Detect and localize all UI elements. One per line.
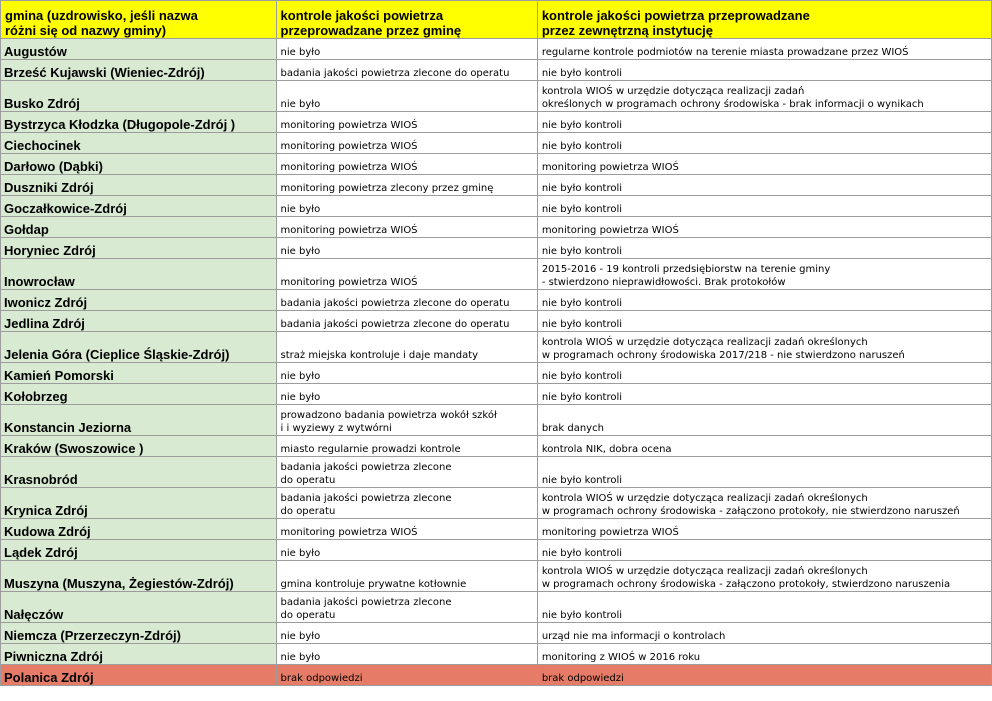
table-row: [1, 540, 992, 561]
gmina-controls-cell: badania jakości powietrza zlecone do operatu: [276, 60, 537, 81]
table-row: [1, 133, 992, 154]
gmina-name-cell: Horyniec Zdrój: [1, 238, 277, 259]
external-controls-cell: urząd nie ma informacji o kontrolach: [537, 623, 991, 644]
table-row: [1, 238, 992, 259]
gmina-controls-cell: nie było: [276, 644, 537, 665]
external-controls-cell: kontrola WIOŚ w urzędzie dotycząca realizacji zadań określonych w programach ochrony środowiska - załączono protokoły, stwierdzono naruszenia: [537, 561, 991, 592]
gmina-name-cell: Nałęczów: [1, 592, 277, 623]
header-gmina: gmina (uzdrowisko, jeśli nazwa różni się od nazwy gminy): [1, 1, 277, 39]
table-row: [1, 384, 992, 405]
gmina-controls-cell: monitoring powietrza WIOŚ: [276, 217, 537, 238]
gmina-name-cell: Bystrzyca Kłodzka (Długopole-Zdrój ): [1, 112, 277, 133]
gmina-controls-cell: monitoring powietrza WIOŚ: [276, 154, 537, 175]
external-controls-cell: monitoring z WIOŚ w 2016 roku: [537, 644, 991, 665]
gmina-name-cell: Kołobrzeg: [1, 384, 277, 405]
table-row: [1, 665, 992, 686]
table-row: [1, 175, 992, 196]
external-controls-cell: nie było kontroli: [537, 112, 991, 133]
gmina-name-cell: Brześć Kujawski (Wieniec-Zdrój): [1, 60, 277, 81]
gmina-controls-cell: monitoring powietrza WIOŚ: [276, 112, 537, 133]
gmina-name-cell: Krynica Zdrój: [1, 488, 277, 519]
external-controls-cell: brak odpowiedzi: [537, 665, 991, 686]
table-row: [1, 290, 992, 311]
table-row: [1, 644, 992, 665]
gmina-controls-cell: monitoring powietrza zlecony przez gminę: [276, 175, 537, 196]
gmina-controls-cell: badania jakości powietrza zlecone do operatu: [276, 488, 537, 519]
table-row: [1, 436, 992, 457]
gmina-name-cell: Busko Zdrój: [1, 81, 277, 112]
external-controls-cell: kontrola WIOŚ w urzędzie dotycząca realizacji zadań określonych w programach ochrony środowiska - brak informacji o wynikach: [537, 81, 991, 112]
gmina-name-cell: Polanica Zdrój: [1, 665, 277, 686]
table-row: [1, 488, 992, 519]
gmina-controls-cell: nie było: [276, 540, 537, 561]
table-row: [1, 405, 992, 436]
table-row: [1, 311, 992, 332]
external-controls-cell: nie było kontroli: [537, 133, 991, 154]
table-row: [1, 196, 992, 217]
gmina-name-cell: Darłowo (Dąbki): [1, 154, 277, 175]
table-row: [1, 217, 992, 238]
external-controls-cell: monitoring powietrza WIOŚ: [537, 217, 991, 238]
gmina-controls-cell: badania jakości powietrza zlecone do operatu: [276, 592, 537, 623]
gmina-controls-cell: monitoring powietrza WIOŚ: [276, 519, 537, 540]
gmina-controls-cell: monitoring powietrza WIOŚ: [276, 259, 537, 290]
external-controls-cell: brak danych: [537, 405, 991, 436]
gmina-name-cell: Iwonicz Zdrój: [1, 290, 277, 311]
gmina-name-cell: Kamień Pomorski: [1, 363, 277, 384]
external-controls-cell: monitoring powietrza WIOŚ: [537, 519, 991, 540]
gmina-controls-cell: brak odpowiedzi: [276, 665, 537, 686]
table-row: [1, 60, 992, 81]
gmina-name-cell: Kudowa Zdrój: [1, 519, 277, 540]
table-row: [1, 332, 992, 363]
external-controls-cell: nie było kontroli: [537, 311, 991, 332]
gmina-controls-cell: prowadzono badania powietrza wokół szkół i i wyziewy z wytwórni: [276, 405, 537, 436]
external-controls-cell: kontrola WIOŚ w urzędzie dotycząca realizacji zadań określonych w programach ochrony środowiska 2017/218 - nie stwierdzono naruszeń: [537, 332, 991, 363]
gmina-controls-cell: nie było: [276, 363, 537, 384]
header-external-controls: kontrole jakości powietrza przeprowadzane przez zewnętrzną instytucję: [537, 1, 991, 39]
gmina-controls-cell: monitoring powietrza WIOŚ: [276, 133, 537, 154]
table-body: [1, 39, 992, 686]
gmina-controls-cell: nie było: [276, 39, 537, 60]
gmina-controls-cell: badania jakości powietrza zlecone do operatu: [276, 457, 537, 488]
gmina-name-cell: Kraków (Swoszowice ): [1, 436, 277, 457]
table-row: [1, 363, 992, 384]
external-controls-cell: nie było kontroli: [537, 290, 991, 311]
gmina-controls-cell: straż miejska kontroluje i daje mandaty: [276, 332, 537, 363]
external-controls-cell: nie było kontroli: [537, 238, 991, 259]
external-controls-cell: nie było kontroli: [537, 363, 991, 384]
external-controls-cell: nie było kontroli: [537, 457, 991, 488]
gmina-name-cell: Lądek Zdrój: [1, 540, 277, 561]
gmina-name-cell: Augustów: [1, 39, 277, 60]
external-controls-cell: nie było kontroli: [537, 175, 991, 196]
table-row: [1, 81, 992, 112]
gmina-name-cell: Niemcza (Przerzeczyn-Zdrój): [1, 623, 277, 644]
table-row: [1, 39, 992, 60]
external-controls-cell: nie było kontroli: [537, 384, 991, 405]
table-row: [1, 457, 992, 488]
gmina-controls-cell: nie było: [276, 81, 537, 112]
gmina-controls-cell: nie było: [276, 623, 537, 644]
gmina-name-cell: Inowrocław: [1, 259, 277, 290]
header-gmina-controls: kontrole jakości powietrza przeprowadzane przez gminę: [276, 1, 537, 39]
gmina-controls-cell: badania jakości powietrza zlecone do operatu: [276, 290, 537, 311]
gmina-name-cell: Muszyna (Muszyna, Żegiestów-Zdrój): [1, 561, 277, 592]
table-row: [1, 623, 992, 644]
gmina-name-cell: Piwniczna Zdrój: [1, 644, 277, 665]
table-row: [1, 519, 992, 540]
table-row: [1, 154, 992, 175]
gmina-name-cell: Gołdap: [1, 217, 277, 238]
header-row: [1, 1, 992, 39]
gmina-controls-cell: miasto regularnie prowadzi kontrole: [276, 436, 537, 457]
external-controls-cell: kontrola WIOŚ w urzędzie dotycząca realizacji zadań określonych w programach ochrony środowiska - załączono protokoły, nie stwierdzono naruszeń: [537, 488, 991, 519]
gmina-controls-cell: nie było: [276, 196, 537, 217]
gmina-name-cell: Konstancin Jeziorna: [1, 405, 277, 436]
external-controls-cell: nie było kontroli: [537, 592, 991, 623]
table-row: [1, 112, 992, 133]
table-row: [1, 561, 992, 592]
gmina-name-cell: Jelenia Góra (Cieplice Śląskie-Zdrój): [1, 332, 277, 363]
external-controls-cell: monitoring powietrza WIOŚ: [537, 154, 991, 175]
external-controls-cell: nie było kontroli: [537, 60, 991, 81]
external-controls-cell: nie było kontroli: [537, 196, 991, 217]
external-controls-cell: regularne kontrole podmiotów na terenie miasta prowadzane przez WIOŚ: [537, 39, 991, 60]
gmina-controls-cell: gmina kontroluje prywatne kotłownie: [276, 561, 537, 592]
gmina-controls-cell: nie było: [276, 238, 537, 259]
table-row: [1, 259, 992, 290]
external-controls-cell: nie było kontroli: [537, 540, 991, 561]
gmina-name-cell: Krasnobród: [1, 457, 277, 488]
external-controls-cell: 2015-2016 - 19 kontroli przedsiębiorstw na terenie gminy - stwierdzono nieprawidłowości. Brak protokołów: [537, 259, 991, 290]
gmina-name-cell: Goczałkowice-Zdrój: [1, 196, 277, 217]
gmina-controls-cell: badania jakości powietrza zlecone do operatu: [276, 311, 537, 332]
gmina-name-cell: Duszniki Zdrój: [1, 175, 277, 196]
external-controls-cell: kontrola NIK, dobra ocena: [537, 436, 991, 457]
table-row: [1, 592, 992, 623]
gmina-name-cell: Ciechocinek: [1, 133, 277, 154]
gmina-name-cell: Jedlina Zdrój: [1, 311, 277, 332]
gmina-controls-cell: nie było: [276, 384, 537, 405]
